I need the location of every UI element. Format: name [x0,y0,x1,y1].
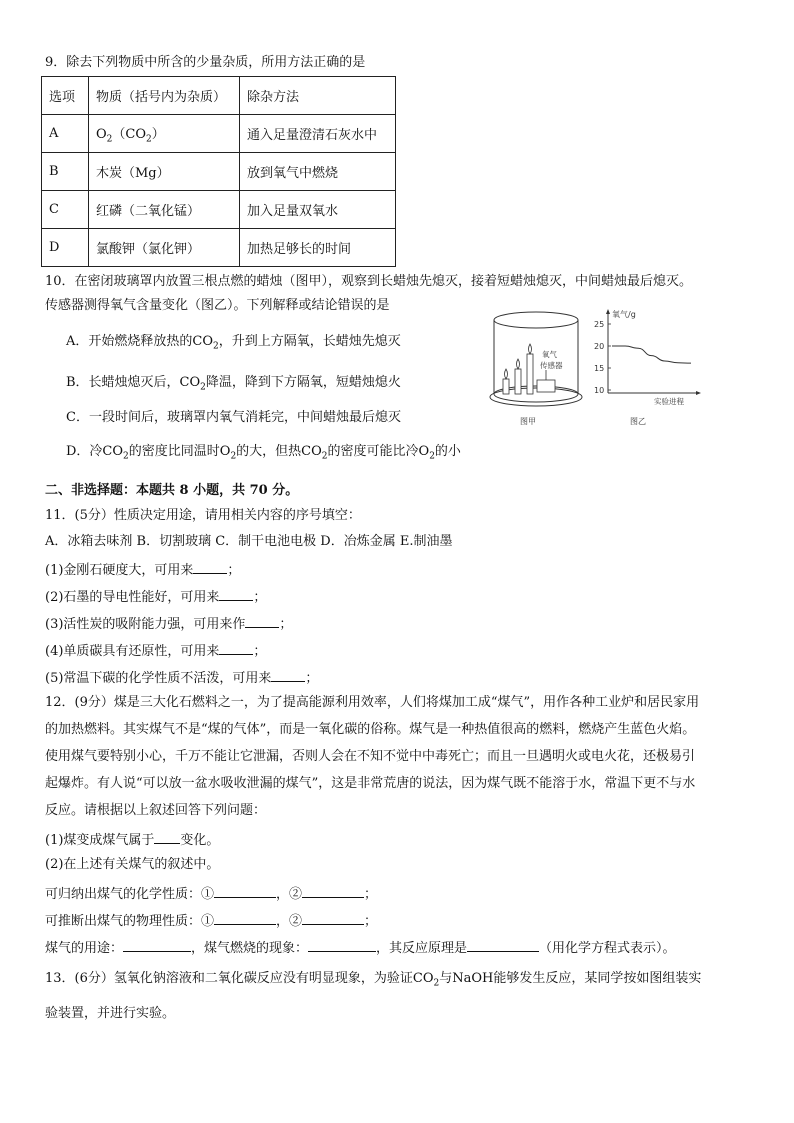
option-letter: B [42,153,89,191]
q10-option-b: B．长蜡烛熄灭后，$CO_2$降温，降到下方隔氧，短蜡烛熄火 [66,375,401,393]
table-row [42,229,396,267]
q9-stem: 9．除去下列物质中所含的少量杂质，所用方法正确的是 [45,55,366,70]
answer-blank[interactable] [302,910,364,925]
answer-blank[interactable] [467,937,539,952]
answer-blank[interactable] [219,586,253,601]
q12-usage: 煤气的用途： ，煤气燃烧的现象： ，其反应原理是 （用化学方程式表示）。 [45,937,676,958]
q11-item-2: (2)石墨的导电性能好，可用来 ； [45,586,266,607]
answer-blank[interactable] [193,559,227,574]
q10-stem-line2: 传感器测得氧气含量变化（图乙）。下列解释或结论错误的是 [45,298,390,313]
q10-option-d: D．冷$CO_2$的密度比同温时$O_2$的大，但热$CO_2$的密度可能比冷$O_2$的小 [66,444,461,462]
q12-line-2: 的加热燃料。其实煤气不是“煤的气体”，而是一氧化碳的俗称。煤气是一种热值很高的燃料，燃烧产生蓝色火焰。 [45,722,696,737]
q12-line-1: 12．(9分）煤是三大化石燃料之一，为了提高能源利用效率，人们将煤加工成“煤气”，用作各种工业炉和居民家用 [45,695,700,710]
answer-blank[interactable] [154,829,180,844]
substance-cell: 红磷（二氧化锰） [89,191,240,229]
sensor-label-device: 传感器 [540,361,563,370]
q11-item-3: (3)活性炭的吸附能力强，可用来作 ； [45,613,292,634]
q13-line-1: 13．(6分）氢氧化钠溶液和二氧化碳反应没有明显现象，为验证$CO_2$与NaOH能够发生反应，某同学按如图组装实 [45,971,702,989]
answer-blank[interactable] [245,613,279,628]
answer-blank[interactable] [214,883,276,898]
q13-line-2: 验装置，并进行实验。 [45,1006,176,1021]
chart-y-title: 氧气/g [612,310,636,319]
figure-yi-caption: 图乙 [630,417,646,426]
figure-jia-caption: 图甲 [520,417,536,426]
q12-line-5: 反应。请根据以上叙述回答下列问题： [45,803,267,818]
y-tick-label: 10 [594,386,605,395]
chart-x-title: 实验进程 [654,397,684,406]
q10-stem-line1: 10．在密闭玻璃罩内放置三根点燃的蜡烛（图甲），观察到长蜡烛先熄灭，接着短蜡烛熄灭，中间蜡烛最后熄灭。 [45,274,693,289]
answer-blank[interactable] [271,667,305,682]
q11-stem: 11．(5分）性质决定用途，请用相关内容的序号填空： [45,508,361,523]
figure-yi-oxygen-chart [586,306,722,430]
option-letter: A [42,115,89,153]
substance-cell: $O_2(CO_2)$ [89,115,240,153]
answer-blank[interactable] [214,910,276,925]
table-header-row [42,77,396,115]
q10-option-a: A．开始燃烧释放热的$CO_2$，升到上方隔氧，长蜡烛先熄灭 [66,334,401,352]
q11-item-1: (1)金刚石硬度大，可用来 ； [45,559,240,580]
table-row [42,153,396,191]
q12-line-3: 使用煤气要特别小心，千万不能让它泄漏，否则人会在不知不觉中中毒死亡；而且一旦遇明火或电火花，还极易引 [45,749,696,764]
table-header-cell: 选项 [42,77,89,115]
section-2-heading: 二、非选择题：本题共 8 小题，共 70 分。 [45,483,299,498]
q12-part-2: (2)在上述有关煤气的叙述中。 [45,857,220,872]
option-letter: D [42,229,89,267]
q9-options-table [41,76,396,267]
oxygen-series-line [612,346,691,363]
q11-item-5: (5)常温下碳的化学性质不活泼，可用来 ； [45,667,318,688]
q10-option-c: C．一段时间后，玻璃罩内氧气消耗完，中间蜡烛最后熄灭 [66,410,401,425]
q12-part-1: (1)煤变成煤气属于 变化。 [45,829,219,850]
q12-line-4: 起爆炸。有人说“可以放一盆水吸收泄漏的煤气”，这是非常荒唐的说法，因为煤气既不能溶于水，常温下更不与水 [45,776,696,791]
table-row [42,191,396,229]
q12-phys-properties: 可推断出煤气的物理性质：① ，② ； [45,910,377,931]
q12-chem-properties: 可归纳出煤气的化学性质：① ，② ； [45,883,377,904]
answer-blank[interactable] [302,883,364,898]
answer-blank[interactable] [219,640,253,655]
table-header-cell: 除杂方法 [240,77,396,115]
method-cell: 放到氧气中燃烧 [240,153,396,191]
method-cell: 加热足够长的时间 [240,229,396,267]
substance-cell: 氯酸钾（氯化钾） [89,229,240,267]
answer-blank[interactable] [123,937,191,952]
answer-blank[interactable] [308,937,376,952]
y-tick-label: 20 [594,342,605,351]
y-tick-label: 25 [594,320,605,329]
method-cell: 加入足量双氧水 [240,191,396,229]
table-row [42,115,396,153]
y-tick-label: 15 [594,364,605,373]
figure-jia-bell-jar [486,308,596,430]
substance-cell: 木炭（Mg） [89,153,240,191]
sensor-label-oxygen: 氧气 [542,350,557,359]
option-letter: C [42,191,89,229]
method-cell: 通入足量澄清石灰水中 [240,115,396,153]
q11-choices: A．冰箱去味剂 B．切割玻璃 C．制干电池电极 D．冶炼金属 E.制油墨 [45,534,453,549]
q11-item-4: (4)单质碳具有还原性，可用来 ； [45,640,266,661]
table-header-cell: 物质（括号内为杂质） [89,77,240,115]
